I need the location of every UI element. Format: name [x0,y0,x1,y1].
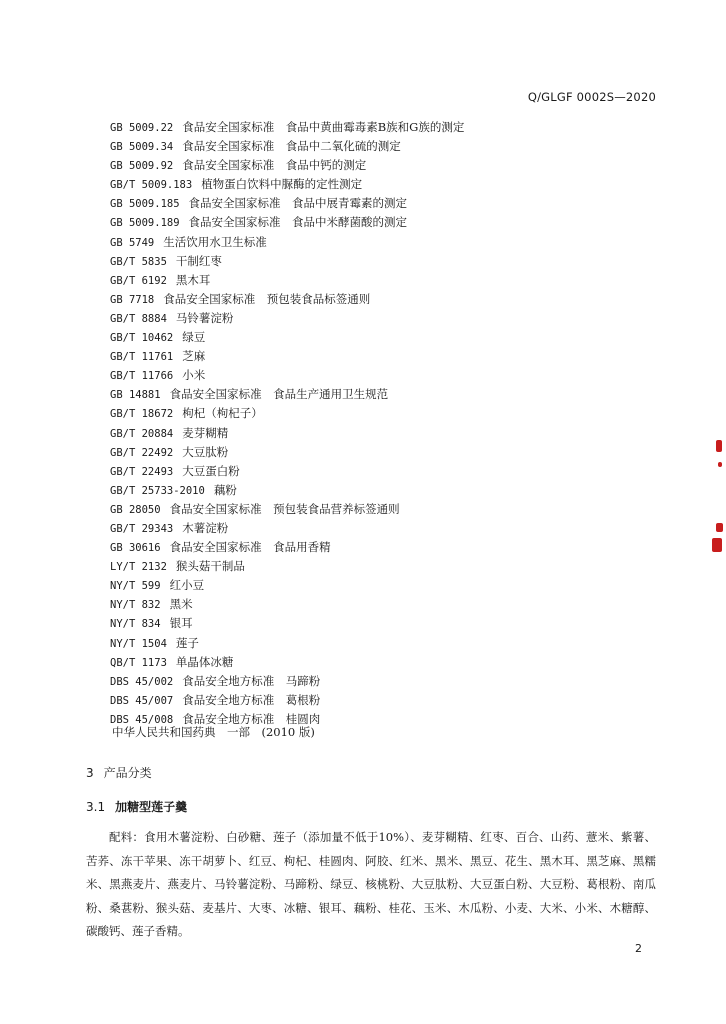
standard-code: GB 14881 [110,389,161,402]
standard-item [110,538,670,557]
standard-title: 大豆蛋白粉 [182,463,240,478]
standard-code: LY/T 2132 [110,561,167,574]
standard-title: 猴头菇干制品 [175,559,245,574]
standard-title: 植物蛋白饮料中脲酶的定性测定 [201,177,363,192]
standard-title: 麦芽糊精 [182,425,229,440]
standard-code: GB/T 29343 [110,522,174,535]
standard-code: GB/T 5835 [110,255,167,268]
standard-code: GB/T 25733-2010 [110,484,205,497]
stamp-fragment [716,440,722,452]
standard-title: 食品安全国家标准 食品中展青霉素的测定 [188,196,408,211]
standard-title: 食品安全国家标准 食品中二氧化硫的测定 [182,139,401,154]
standard-code: GB 5009.22 [110,122,174,134]
standard-item [110,595,670,614]
standard-item [110,233,670,252]
standard-title: 大豆肽粉 [182,444,229,459]
standard-item [110,156,670,175]
standard-title: 食品安全地方标准 桂圆肉 [182,711,321,726]
standard-code: GB 5009.92 [110,160,174,173]
standard-code: GB 5009.189 [110,217,180,230]
standard-code: DBS 45/002 [110,675,174,688]
document-code: Q/GLGF 0002S—2020 [527,90,656,104]
subsection-number: 3.1 [86,800,106,814]
standard-item [110,576,670,595]
standard-item [110,500,670,519]
page-number: 2 [635,942,642,955]
standard-item [110,614,670,633]
section-title: 产品分类 [103,766,152,780]
standard-item [110,462,670,481]
standard-title: 莲子 [175,635,199,650]
standard-code: GB/T 22493 [110,465,174,478]
standard-title: 食品安全地方标准 马蹄粉 [182,673,321,688]
standard-item [110,672,670,691]
standard-code: NY/T 599 [110,580,161,593]
standard-item [110,118,670,137]
standard-title: 藕粉 [213,482,237,497]
standard-code: GB/T 10462 [110,332,174,345]
standards-list [110,118,670,729]
standard-code: GB 28050 [110,503,161,516]
standard-item [110,309,670,328]
standard-code: GB 5749 [110,236,155,249]
standard-code: DBS 45/007 [110,694,174,707]
standard-title: 银耳 [169,616,193,631]
standard-item [110,271,670,290]
standard-title: 单晶体冰糖 [175,654,234,669]
standard-title: 木薯淀粉 [182,520,229,535]
standard-title: 黑木耳 [175,272,211,287]
standard-item [110,213,670,232]
standard-code: DBS 45/008 [110,713,174,726]
stamp-fragment [718,462,722,467]
standard-title: 黑米 [169,597,193,612]
section-heading [86,764,152,781]
standard-item [110,385,670,404]
standard-title: 生活饮用水卫生标准 [163,234,267,249]
standard-item [110,424,670,443]
standard-item [110,557,670,576]
standard-code: GB 5009.34 [110,141,174,154]
standard-code: GB/T 6192 [110,274,167,287]
standard-code: GB/T 11766 [110,370,174,383]
standard-title: 食品安全国家标准 食品用香精 [169,540,331,555]
ingredients-paragraph: 配料：食用木薯淀粉、白砂糖、莲子（添加量不低于10%）、麦芽糊精、红枣、百合、山药、薏米、紫薯、苦荞、冻干苹果、冻干胡萝卜、红豆、枸杞、桂圆肉、阿胶、红米、黑米、黑豆、花生、黑木耳、黑芝麻、黑糯米、黑燕麦片、燕麦片、马铃薯淀粉、马蹄粉、绿豆、核桃粉、大豆肽粉、大豆蛋白粉、大豆粉、葛根粉、南瓜粉、桑葚粉、猴头菇、麦基片、大枣、冰糖、银耳、藕粉、桂花、玉米、木瓜粉、小麦、大米、小米、木糖醇、碳酸钙、莲子香精。 [86,830,656,938]
standard-code: GB/T 18672 [110,408,174,421]
standard-item [110,290,670,309]
standard-item [110,443,670,462]
standard-item [110,404,670,423]
stamp-fragment [716,523,723,532]
standard-title: 枸杞（枸杞子） [182,406,263,421]
standard-code: NY/T 832 [110,599,161,612]
standard-title: 食品安全地方标准 葛根粉 [182,692,321,707]
standard-title: 红小豆 [169,578,205,593]
subsection-heading [86,798,187,815]
standard-title: 小米 [182,368,206,383]
standard-code: GB 30616 [110,542,161,555]
standard-item [110,653,670,672]
standard-item [110,481,670,500]
section-number: 3 [86,766,94,780]
standard-item [110,366,670,385]
standard-item [110,175,670,194]
standard-code: GB 7718 [110,293,155,306]
standard-code: GB/T 22492 [110,446,174,459]
standard-title: 绿豆 [182,330,206,345]
standard-code: NY/T 1504 [110,637,167,650]
standard-item [110,328,670,347]
standard-title: 食品安全国家标准 预包装食品营养标签通则 [169,501,400,516]
standard-title: 食品安全国家标准 食品中米酵菌酸的测定 [188,215,408,230]
standard-item [110,194,670,213]
standard-code: GB/T 8884 [110,312,167,325]
standard-code: GB/T 20884 [110,427,174,440]
standard-item [110,137,670,156]
pharmacopoeia-reference: 中华人民共和国药典 一部 (2010 版) [112,725,315,739]
standard-title: 食品安全国家标准 食品中钙的测定 [182,158,367,173]
standard-title: 食品安全国家标准 食品中黄曲霉毒素B族和G族的测定 [182,120,465,134]
subsection-title: 加糖型莲子羹 [115,800,188,814]
standard-title: 食品安全国家标准 预包装食品标签通则 [163,291,371,306]
standard-item [110,519,670,538]
standard-item [110,691,670,710]
standard-title: 马铃薯淀粉 [175,310,234,325]
standard-code: QB/T 1173 [110,656,167,669]
standard-title: 食品安全国家标准 食品生产通用卫生规范 [169,387,389,402]
stamp-fragment [712,538,722,552]
standard-code: NY/T 834 [110,618,161,631]
standard-code: GB/T 11761 [110,351,174,364]
standard-code: GB/T 5009.183 [110,179,193,192]
standard-title: 干制红枣 [175,253,222,268]
standard-item [110,347,670,366]
standard-title: 芝麻 [182,349,206,364]
standard-code: GB 5009.185 [110,198,180,211]
standard-item [110,634,670,653]
standard-item [110,252,670,271]
